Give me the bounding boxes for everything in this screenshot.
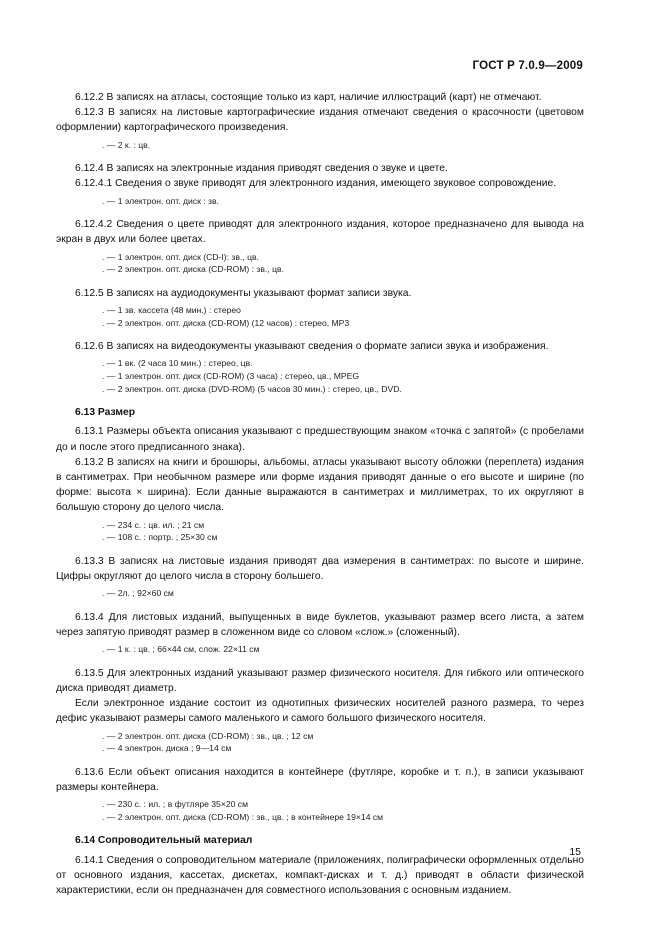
example-6-12-4-1: [56, 195, 584, 208]
paragraph-6-12-4-1: 6.12.4.1 Сведения о звуке приводят для электронного издания, имеющего звуковое сопровождение.: [75, 178, 557, 190]
example-line: . — 2л. ; 92×60 см: [102, 588, 174, 599]
paragraph-6-12-5: 6.12.5 В записях на аудиодокументы указывают формат записи звука.: [75, 287, 412, 299]
example-line: . — 1 вк. (2 часа 10 мин.) : стерео, цв.: [102, 358, 253, 369]
example-6-13-4: [56, 643, 584, 656]
example-6-12-5: [56, 304, 584, 329]
example-6-12-4-2: [56, 251, 584, 276]
example-line: . — 2 к. : цв.: [102, 139, 151, 150]
paragraph-6-12-3: 6.12.3 В записях на листовые картографические издания отмечают сведения о красочности (цветовом оформлении) картографического произведения.: [56, 107, 584, 134]
paragraph-6-14-1: 6.14.1 Сведения о сопроводительном материале (приложениях, полиграфически оформленных отдельно от основного издания, кассетах, дискетах, компакт-дисках и т. д.) приводят в области физической характеристики, если он предназначен для совместного использования с основным изданием.: [56, 854, 584, 896]
example-line: . — 2 электрон. опт. диска (CD-ROM) : зв., цв.: [102, 264, 284, 275]
paragraph-6-13-4: 6.13.4 Для листовых изданий, выпущенных в виде буклетов, указывают размер всего листа, а затем через запятую приводят размер в сложенном виде со словом «слож.» (сложенный).: [56, 611, 584, 638]
example-6-13-3: [56, 587, 584, 600]
paragraph-6-12-6: 6.12.6 В записях на видеодокументы указывают сведения о формате записи звука и изображения.: [75, 341, 549, 353]
example-line: . — 2 электрон. опт. диска (CD-ROM) (12 часов) : стерео, MP3: [102, 317, 350, 328]
example-line: . — 1 электрон. опт. диск : зв.: [102, 195, 219, 206]
section-heading-6-13: 6.13 Размер: [75, 407, 135, 419]
example-line: . — 1 электрон. опт. диск (CD-I): зв., цв.: [102, 251, 259, 262]
example-line: . — 230 с. : ил. ; в футляре 35×20 см: [102, 799, 249, 810]
example-6-12-6: [56, 357, 584, 395]
paragraph-6-13-5: 6.13.5 Для электронных изданий указывают размер физического носителя. Для гибкого или оптического диска приводят диаметр.: [56, 667, 584, 694]
example-line: . — 2 электрон. опт. диска (CD-ROM) : зв., цв. ; в контейнере 19×14 см: [102, 811, 384, 822]
paragraph-6-13-2: 6.13.2 В записях на книги и брошюры, альбомы, атласы указывают высоту обложки (переплета) издания в сантиметрах. При необычном размере или форме издания приводят данные о его высоте и ширине (по форме: высота × ширина). Если данные выражаются в сантиметрах и миллиметрах, то их округляют в большую сторону до целого числа.: [56, 456, 584, 514]
section-heading-6-14: 6.14 Сопроводительный материал: [75, 835, 253, 847]
example-line: . — 1 зв. кассета (48 мин.) : стерео: [102, 305, 241, 315]
standard-header: ГОСТ Р 7.0.9—2009: [472, 60, 583, 72]
example-6-13-6: [56, 798, 584, 823]
example-line: . — 4 электрон. диска ; 9—14 см: [102, 743, 232, 754]
paragraph-6-13-3: 6.13.3 В записях на листовые издания приводят два измерения в сантиметрах: по высоте и ширине. Цифры округляют до целого числа в сторону большего.: [56, 555, 584, 582]
paragraph-6-12-4: 6.12.4 В записях на электронные издания приводят сведения о звуке и цвете.: [75, 163, 448, 175]
example-line: . — 108 с. : портр. ; 25×30 см: [102, 532, 218, 543]
example-line: . — 1 электрон. опт. диск (CD-ROM) (3 часа) : стерео, цв., MPEG: [102, 370, 360, 381]
example-line: . — 234 с. : цв. ил. ; 21 см: [102, 519, 205, 530]
example-line: . — 2 электрон. опт. диска (CD-ROM) : зв., цв. ; 12 см: [102, 730, 314, 741]
paragraph-6-13-1: 6.13.1 Размеры объекта описания указывают с предшествующим знаком «точка с запятой» (с пробелами до и после этого предписанного знака).: [56, 426, 584, 453]
page-number: 15: [569, 846, 581, 858]
paragraph-6-12-4-2: 6.12.4.2 Сведения о цвете приводят для электронного издания, которое предназначено для вывода на экран в двух или более цветах.: [56, 219, 584, 246]
example-6-12-3: [56, 139, 584, 152]
example-6-13-5: [56, 730, 584, 755]
example-line: . — 1 к. : цв. ; 66×44 см, слож. 22×11 см: [102, 644, 260, 655]
paragraph-6-13-6: 6.13.6 Если объект описания находится в контейнере (футляре, коробке и т. п.), в записи указывают размеры контейнера.: [56, 766, 584, 793]
example-6-13-2: [56, 519, 584, 544]
document-body: [56, 90, 584, 898]
example-line: . — 2 электрон. опт. диска (DVD-ROM) (5 часов 30 мин.) : стерео, цв., DVD.: [102, 383, 402, 394]
paragraph-6-12-2: 6.12.2 В записях на атласы, состоящие только из карт, наличие иллюстраций (карт) не отмечают.: [75, 92, 542, 103]
paragraph-6-13-5-cont: Если электронное издание состоит из однотипных физических носителей разного размера, то через дефис указывают размеры самого маленького и самого большого физического носителя.: [56, 698, 584, 725]
